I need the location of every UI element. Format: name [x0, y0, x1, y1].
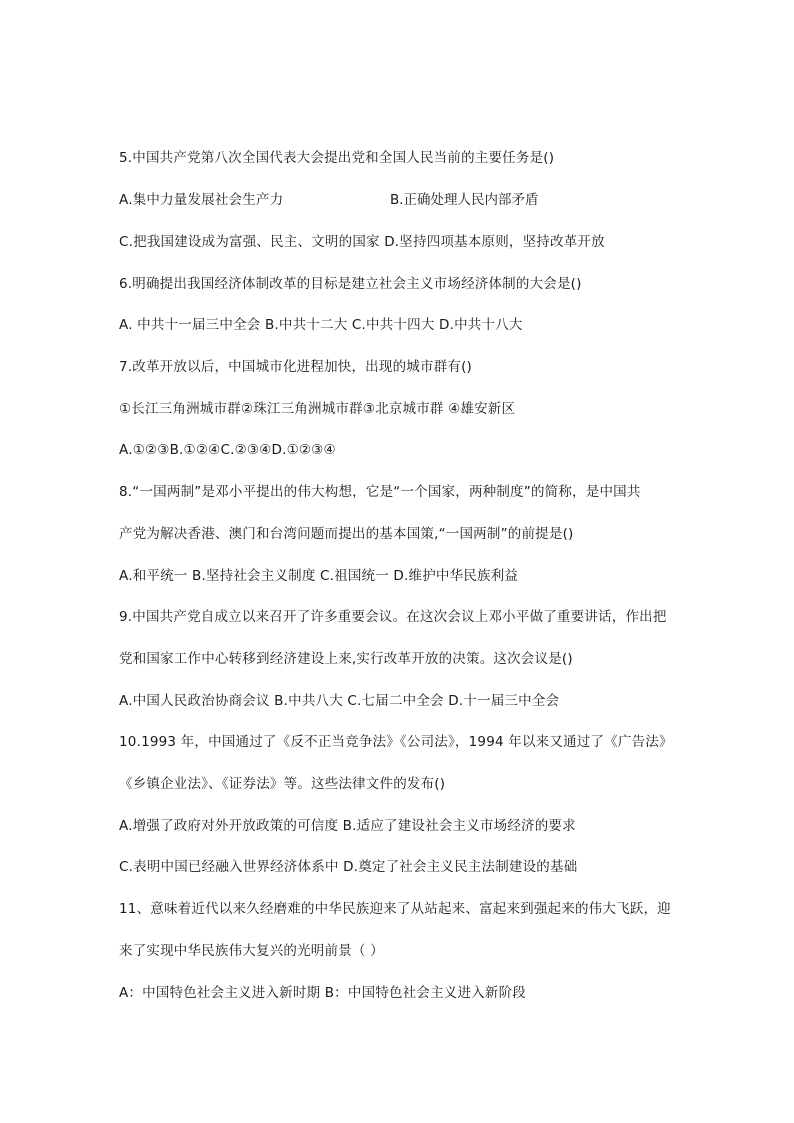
question-10-stem-line-2: 《乡镇企业法》、《证券法》等。这些法律文件的发布() [119, 776, 446, 792]
question-5-options-cd: C.把我国建设成为富强、民主、文明的国家 D.坚持四项基本原则，坚持改革开放 [119, 234, 605, 250]
question-10-options-cd: C.表明中国已经融入世界经济体系中 D.奠定了社会主义民主法制建设的基础 [119, 859, 578, 875]
question-9-options: A.中国人民政治协商会议 B.中共八大 C.七届二中全会 D.十一届三中全会 [119, 693, 560, 709]
question-6-options: A. 中共十一届三中全会 B.中共十二大 C.中共十四大 D.中共十八大 [119, 317, 523, 333]
question-5-stem: 5.中国共产党第八次全国代表大会提出党和全国人民当前的主要任务是() [119, 150, 555, 166]
question-9-stem-line-2: 党和国家工作中心转移到经济建设上来,实行改革开放的决策。这次会议是() [119, 651, 573, 667]
question-7-stem: 7.改革开放以后，中国城市化进程加快，出现的城市群有() [119, 359, 473, 375]
question-5-option-b: B.正确处理人民内部矛盾 [390, 192, 539, 208]
question-8-options: A.和平统一 B.坚持社会主义制度 C.祖国统一 D.维护中华民族利益 [119, 568, 519, 584]
question-8-stem-line-1: 8.“一国两制”是邓小平提出的伟大构想，它是“一个国家，两种制度”的简称，是中国共 [119, 484, 641, 500]
question-10-options-ab: A.增强了政府对外开放政策的可信度 B.适应了建设社会主义市场经济的要求 [119, 818, 576, 834]
question-9-stem-line-1: 9.中国共产党自成立以来召开了许多重要会议。在这次会议上邓小平做了重要讲话，作出把 [119, 609, 667, 625]
question-7-options: A.①②③B.①②④C.②③④D.①②③④ [119, 442, 336, 458]
question-11-stem-line-1: 11、意味着近代以来久经磨难的中华民族迎来了从站起来、富起来到强起来的伟大飞跃，迎 [119, 901, 671, 917]
question-5-option-a: A.集中力量发展社会生产力 [119, 192, 284, 208]
question-11-options: A：中国特色社会主义进入新时期 B：中国特色社会主义进入新阶段 [119, 985, 526, 1001]
question-6-stem: 6.明确提出我国经济体制改革的目标是建立社会主义市场经济体制的大会是() [119, 276, 582, 292]
question-7-items: ①长江三角洲城市群②珠江三角洲城市群③北京城市群 ④雄安新区 [119, 401, 516, 417]
question-8-stem-line-2: 产党为解决香港、澳门和台湾问题而提出的基本国策,“一国两制”的前提是() [119, 526, 574, 542]
question-10-stem-line-1: 10.1993 年，中国通过了《反不正当竞争法》《公司法》，1994 年以来又通过了《广告法》 [119, 734, 673, 750]
question-11-stem-line-2: 来了实现中华民族伟大复兴的光明前景（ ） [119, 943, 384, 959]
